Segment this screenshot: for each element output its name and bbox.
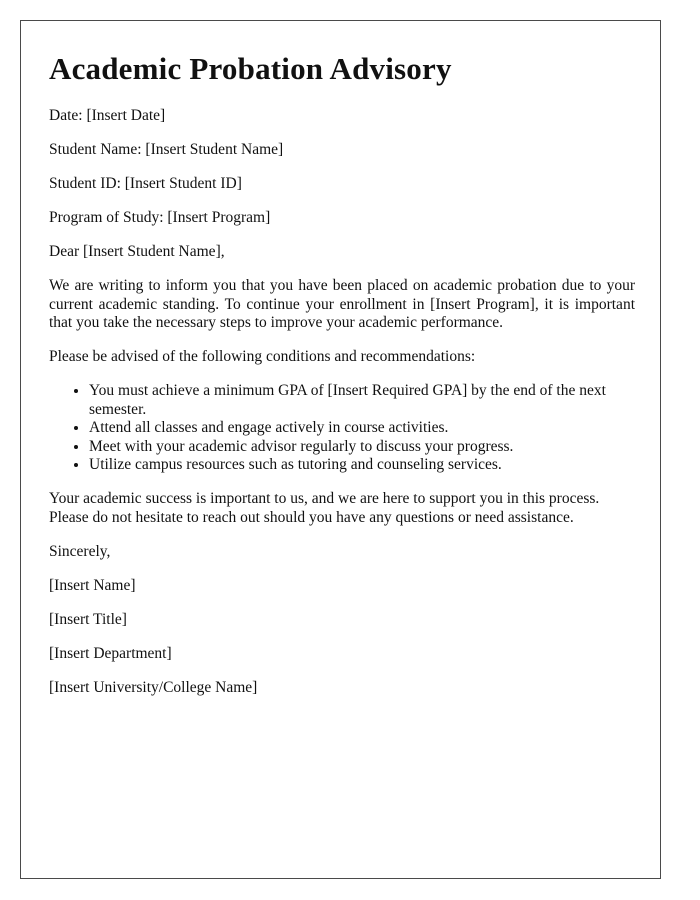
- conditions-list: [49, 382, 635, 475]
- signer-department: [Insert Department]: [49, 644, 172, 662]
- condition-item: • Utilize campus resources such as tutoring and counseling services.: [89, 456, 635, 475]
- conditions-intro: Please be advised of the following conditions and recommendations:: [49, 348, 476, 365]
- condition-item: • You must achieve a minimum GPA of [Insert Required GPA] by the end of the next semester.: [89, 382, 635, 419]
- condition-item: • Attend all classes and engage actively in course activities.: [89, 419, 635, 438]
- signer-title: [Insert Title]: [49, 610, 127, 628]
- student-id-line: Student ID: [Insert Student ID]: [49, 175, 242, 192]
- letter-page: [20, 20, 661, 879]
- closing: Sincerely,: [49, 542, 111, 560]
- letter-title: Academic Probation Advisory: [49, 51, 452, 86]
- letter-content: [49, 51, 635, 697]
- signer-name: [Insert Name]: [49, 576, 136, 594]
- program-line: Program of Study: [Insert Program]: [49, 209, 271, 226]
- condition-item: • Meet with your academic advisor regularly to discuss your progress.: [89, 438, 635, 457]
- support-paragraph: Your academic success is important to us, and we are here to support you in this process. Please do not hesitate to reach out should you have any questions or need assistance.: [49, 490, 600, 526]
- student-name-line: Student Name: [Insert Student Name]: [49, 141, 284, 158]
- institution-name: [Insert University/College Name]: [49, 678, 258, 696]
- intro-paragraph: We are writing to inform you that you have been placed on academic probation due to your current academic standing. To continue your enrollment in [Insert Program], it is important that you take the necessary steps to improve your academic performance.: [49, 277, 635, 331]
- salutation: Dear [Insert Student Name],: [49, 243, 225, 260]
- date-line: Date: [Insert Date]: [49, 107, 166, 124]
